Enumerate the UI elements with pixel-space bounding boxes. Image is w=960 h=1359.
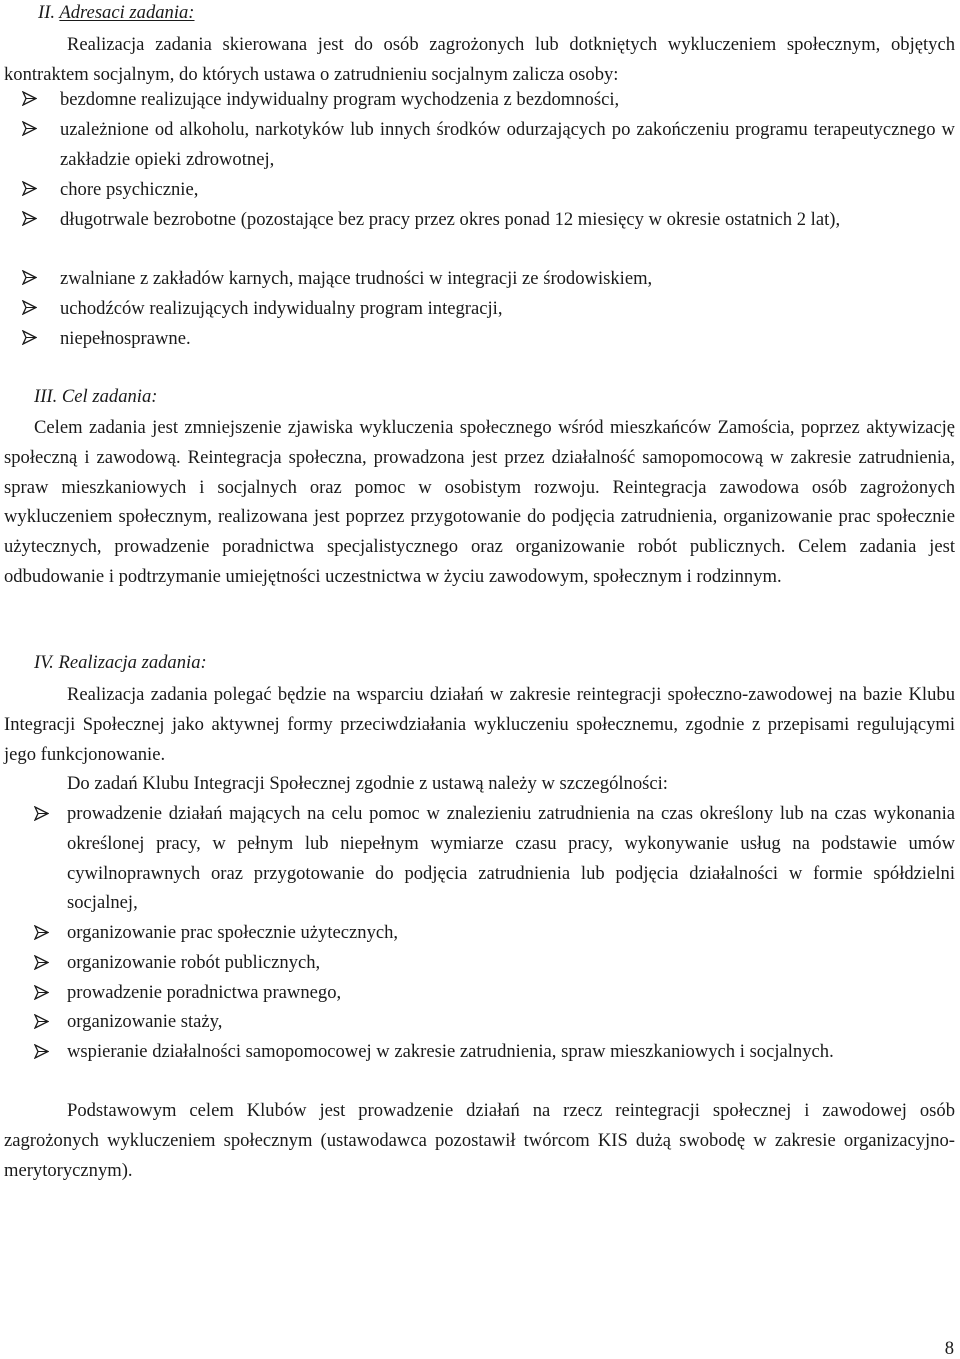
section4-para2: Do zadań Klubu Integracji Społecznej zgodnie z ustawą należy w szczególności: bbox=[67, 773, 668, 794]
section-number: IV. bbox=[34, 652, 54, 673]
section-title: Cel zadania: bbox=[61, 386, 158, 407]
arrowhead-bullet-icon bbox=[34, 1044, 49, 1059]
list-item: organizowanie robót publicznych, bbox=[67, 952, 321, 973]
section4-para1: Realizacja zadania polegać będzie na wsparciu działań w zakresie reintegracji społeczno-zawodowej na bazie Klubu Integracji Społecznej jako aktywnej formy przeciwdziałania wykluczeniu społecznemu, zgodnie z przepisami regulującymi jego funkcjonowanie. bbox=[4, 684, 955, 765]
list-item: długotrwale bezrobotne (pozostające bez pracy przez okres ponad 12 miesięcy w okresie ostatnich 2 lat), bbox=[60, 209, 841, 230]
section2-intro: Realizacja zadania skierowana jest do osób zagrożonych lub dotkniętych wykluczeniem społecznym, objętych kontraktem socjalnym, do których ustawa o zatrudnieniu socjalnym zalicza osoby: bbox=[4, 34, 955, 85]
list-item: uzależnione od alkoholu, narkotyków lub innych środków odurzających po zakończeniu programu terapeutycznego w zakładzie opieki zdrowotnej, bbox=[60, 119, 955, 170]
arrowhead-bullet-icon bbox=[22, 181, 37, 196]
arrowhead-bullet-icon bbox=[22, 211, 37, 226]
list-item: uchodźców realizujących indywidualny program integracji, bbox=[60, 298, 503, 319]
section-heading-4 bbox=[34, 654, 207, 673]
section-number: II. bbox=[38, 2, 56, 23]
section-number: III. bbox=[34, 386, 58, 407]
list-item: wspieranie działalności samopomocowej w zakresie zatrudnienia, spraw mieszkaniowych i socjalnych. bbox=[67, 1041, 834, 1062]
list-item: bezdomne realizujące indywidualny program wychodzenia z bezdomności, bbox=[60, 89, 620, 110]
section-title: Adresaci zadania: bbox=[59, 2, 195, 23]
arrowhead-bullet-icon bbox=[34, 955, 49, 970]
arrowhead-bullet-icon bbox=[34, 1014, 49, 1029]
list-item: chore psychicznie, bbox=[60, 179, 199, 200]
list-item: zwalniane z zakładów karnych, mające trudności w integracji ze środowiskiem, bbox=[60, 268, 653, 289]
arrowhead-bullet-icon bbox=[22, 270, 37, 285]
list-item: prowadzenie działań mających na celu pomoc w znalezieniu zatrudnienia na czas określony lub na czas wykonania określonej pracy, w pełnym lub niepełnym wymiarze czasu pracy, wykonywanie usług na podstawie umów cywilnoprawnych oraz przygotowanie do podjęcia zatrudnienia lub podjęcia działalności w formie spółdzielni socjalnej, bbox=[67, 803, 955, 914]
section3-body: Celem zadania jest zmniejszenie zjawiska wykluczenia społecznego wśród mieszkańców Zamościa, poprzez aktywizację społeczną i zawodową. Reintegracja społeczna, prowadzona jest przez działalność samopomocową w zakresie zatrudnienia, spraw mieszkaniowych i socjalnych oraz pomoc w osobistym rozwoju. Reintegracja zawodowa osób zagrożonych wykluczeniem społecznym, realizowana jest poprzez przygotowanie do podjęcia zatrudnienia, organizowanie prac społecznie użytecznych, prowadzenie poradnictwa specjalistycznego oraz organizowanie robót publicznych. Celem zadania jest odbudowanie i podtrzymanie umiejętności uczestnictwa w życiu zawodowym, społecznym i rodzinnym. bbox=[4, 417, 955, 587]
section-heading-3 bbox=[34, 388, 157, 407]
arrowhead-bullet-icon bbox=[22, 91, 37, 106]
section-title: Realizacja zadania: bbox=[58, 652, 207, 673]
list-item: niepełnosprawne. bbox=[60, 328, 191, 349]
section4-para3: Podstawowym celem Klubów jest prowadzenie działań na rzecz reintegracji społecznej i zawodowej osób zagrożonych wykluczeniem społecznym (ustawodawca pozostawił twórcom KIS dużą swobodę w zakresie organizacyjno-merytorycznym). bbox=[4, 1100, 955, 1181]
page-number: 8 bbox=[944, 1338, 954, 1359]
list-item: organizowanie staży, bbox=[67, 1011, 223, 1032]
arrowhead-bullet-icon bbox=[22, 121, 37, 136]
list-item: organizowanie prac społecznie użytecznych, bbox=[67, 922, 399, 943]
arrowhead-bullet-icon bbox=[34, 925, 49, 940]
list-item: prowadzenie poradnictwa prawnego, bbox=[67, 982, 342, 1003]
arrowhead-bullet-icon bbox=[34, 806, 49, 821]
arrowhead-bullet-icon bbox=[34, 985, 49, 1000]
arrowhead-bullet-icon bbox=[22, 300, 37, 315]
section-heading-2 bbox=[38, 4, 195, 23]
arrowhead-bullet-icon bbox=[22, 330, 37, 345]
